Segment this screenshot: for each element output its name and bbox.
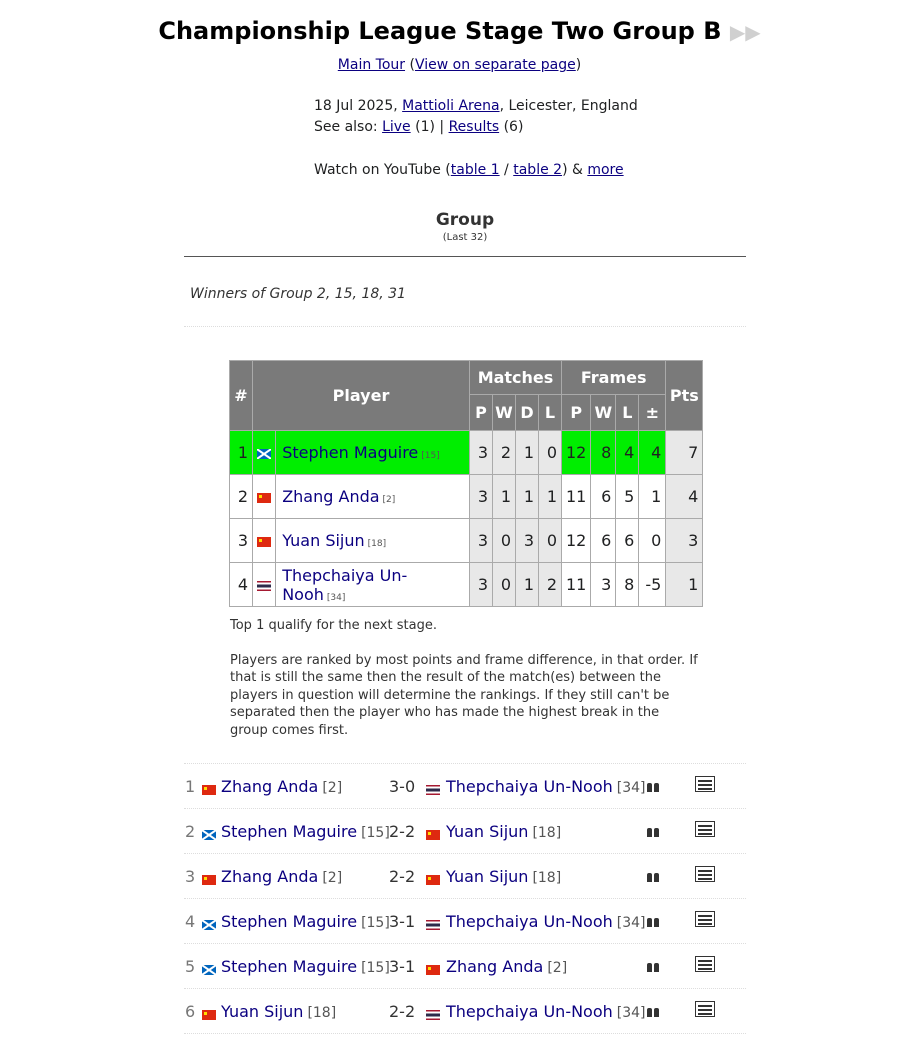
qualify-note: Top 1 qualify for the next stage. [230,618,437,633]
group-title: Group [435,210,495,230]
player-link[interactable]: Zhang Anda [446,957,544,976]
match-row: 2 Stephen Maguire [15] 2-2 Yuan Sijun [18] [184,809,746,854]
player-link[interactable]: Thepchaiya Un-Nooh [446,912,613,931]
frame-scores-icon[interactable] [695,911,715,927]
subnav: Main Tour (View on separate page) [337,57,582,73]
head-to-head-icon[interactable] [644,1005,662,1019]
match-score[interactable]: 3-0 [389,777,416,796]
player-link[interactable]: Yuan Sijun [221,1002,304,1021]
header-fd: ± [639,395,666,431]
player-link[interactable]: Yuan Sijun [446,822,529,841]
header-fl: L [616,395,639,431]
head-to-head-icon[interactable] [644,870,662,884]
match-row: 4 Stephen Maguire [15] 3-1 Thepchaiya Un-Nooh [34] [184,899,746,944]
china-flag-icon [426,965,440,975]
group-subtitle: (Last 32) [442,232,488,243]
china-flag-icon [426,875,440,885]
header-player: Player [253,361,470,431]
player-link[interactable]: Stephen Maguire [221,957,358,976]
header-rank: # [230,361,253,431]
header-fw: W [591,395,616,431]
header-mw: W [493,395,516,431]
player-link[interactable]: Thepchaiya Un-Nooh [446,1002,613,1021]
page-title: Championship League Stage Two Group B ▶▶ [158,17,761,45]
china-flag-icon [426,830,440,840]
china-flag-icon [202,1010,216,1020]
head-to-head-icon[interactable] [644,825,662,839]
match-score[interactable]: 2-2 [389,822,416,841]
group-winners-note: Winners of Group 2, 15, 18, 31 [190,286,406,302]
match-score[interactable]: 3-1 [389,912,416,931]
header-fp: P [562,395,591,431]
match-list [184,763,746,1034]
china-flag-icon [257,537,271,547]
header-pts: Pts [666,361,703,431]
china-flag-icon [257,493,271,503]
group-heading [184,210,746,243]
frame-scores-icon[interactable] [695,821,715,837]
results-link[interactable]: Results [448,119,500,135]
venue-link[interactable]: Mattioli Arena [402,98,500,114]
thailand-flag-icon [426,920,440,930]
head-to-head-icon[interactable] [644,960,662,974]
nav-arrows-icon[interactable]: ▶▶ [729,20,761,44]
frame-scores-icon[interactable] [695,776,715,792]
divider [184,256,746,257]
frame-scores-icon[interactable] [695,866,715,882]
main-tour-link[interactable]: Main Tour [337,57,406,73]
live-link[interactable]: Live [382,119,411,135]
match-score[interactable]: 2-2 [389,867,416,886]
standings-row: 3 Yuan Sijun [18] 3 0 3 0 12 6 6 0 3 [230,519,703,563]
player-link[interactable]: Stephen Maguire [221,912,358,931]
match-score[interactable]: 3-1 [389,957,416,976]
standings-notes [230,617,700,739]
standings-row: 4 Thepchaiya Un-Nooh [34] 3 0 1 2 11 3 8 -5 1 [230,563,703,607]
thailand-flag-icon [426,785,440,795]
match-row: 6 Yuan Sijun [18] 2-2 Thepchaiya Un-Nooh [34] [184,989,746,1034]
match-row: 5 Stephen Maguire [15] 3-1 Zhang Anda [2] [184,944,746,989]
player-link[interactable]: Stephen Maguire [282,443,419,462]
header-ml: L [539,395,562,431]
header-frames: Frames [562,361,666,395]
header-matches: Matches [470,361,562,395]
scotland-flag-icon [202,965,216,975]
event-info: 18 Jul 2025, Mattioli Arena, Leicester, England See also: Live (1) | Results (6) Watch on YouTube (table 1 / table 2) & more [314,98,638,178]
scotland-flag-icon [202,920,216,930]
match-row: 1 Zhang Anda [2] 3-0 Thepchaiya Un-Nooh [34] [184,764,746,809]
youtube-table2-link[interactable]: table 2 [513,162,563,178]
match-row: 3 Zhang Anda [2] 2-2 Yuan Sijun [18] [184,854,746,899]
header-mp: P [470,395,493,431]
player-link[interactable]: Stephen Maguire [221,822,358,841]
frame-scores-icon[interactable] [695,956,715,972]
china-flag-icon [202,785,216,795]
standings-row: 1 Stephen Maguire [15] 3 2 1 0 12 8 4 4 7 [230,431,703,475]
ranking-note: Players are ranked by most points and frame difference, in that order. If that is still the same then the result of the match(es) between the players in question will determine the rankings. If they still can't be separated then the player who has made the highest break in the group comes first. [230,652,698,738]
youtube-more-link[interactable]: more [587,162,624,178]
china-flag-icon [202,875,216,885]
youtube-table1-link[interactable]: table 1 [450,162,500,178]
player-link[interactable]: Zhang Anda [221,777,319,796]
divider [184,326,746,328]
player-link[interactable]: Zhang Anda [282,487,380,506]
player-link[interactable]: Thepchaiya Un-Nooh [282,565,408,604]
header-md: D [516,395,539,431]
scotland-flag-icon [202,830,216,840]
head-to-head-icon[interactable] [644,780,662,794]
scotland-flag-icon [257,449,271,459]
player-link[interactable]: Yuan Sijun [446,867,529,886]
player-link[interactable]: Zhang Anda [221,867,319,886]
thailand-flag-icon [426,1010,440,1020]
match-score[interactable]: 2-2 [389,1002,416,1021]
player-link[interactable]: Yuan Sijun [282,531,365,550]
frame-scores-icon[interactable] [695,1001,715,1017]
standings-table [229,360,703,607]
standings-row: 2 Zhang Anda [2] 3 1 1 1 11 6 5 1 4 [230,475,703,519]
separate-page-link[interactable]: View on separate page [414,57,576,73]
player-link[interactable]: Thepchaiya Un-Nooh [446,777,613,796]
thailand-flag-icon [257,581,271,591]
head-to-head-icon[interactable] [644,915,662,929]
